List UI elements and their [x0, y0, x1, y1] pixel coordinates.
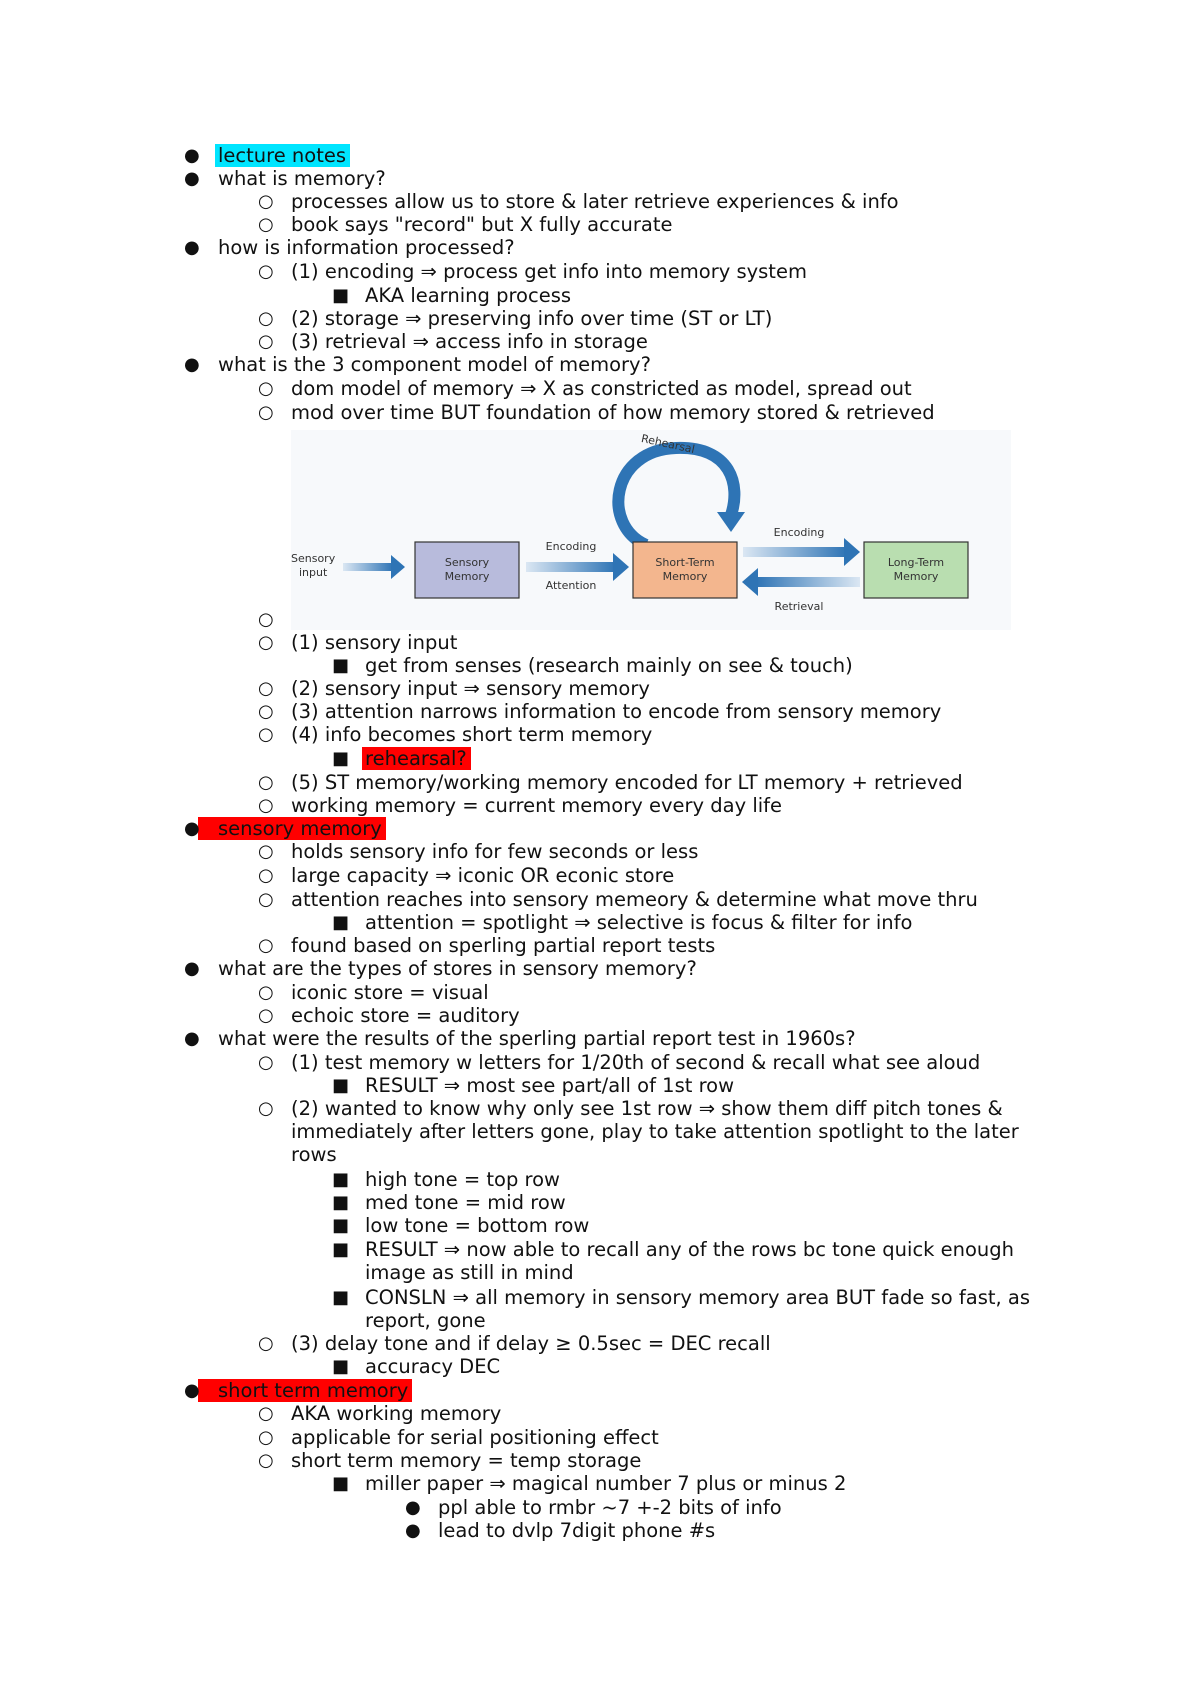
list-text: applicable for serial positioning effect: [291, 1426, 659, 1449]
retrieval-arrow: [756, 577, 860, 587]
retrieval-label: Retrieval: [774, 600, 824, 613]
list-text: (1) sensory input: [291, 631, 458, 654]
highlighted-heading: sensory memory: [198, 817, 386, 840]
list-item: [258, 213, 673, 236]
circle-bullet-icon: ○: [258, 701, 274, 722]
list-item: [184, 957, 697, 980]
memory-model-figure: [291, 430, 1011, 630]
circle-bullet-icon: ○: [258, 214, 274, 235]
list-text: (2) wanted to know why only see 1st row ⇒ show them diff pitch tones & immediately after letters gone, play to take attention spotlight to the later rows: [291, 1097, 1019, 1166]
list-text: (1) encoding ⇒ process get info into memory system: [291, 260, 807, 283]
circle-bullet-icon: ○: [258, 1450, 274, 1471]
list-text: what are the types of stores in sensory memory?: [218, 957, 697, 980]
list-item: [258, 771, 963, 794]
list-item: [332, 1238, 1060, 1284]
list-text: get from senses (research mainly on see & touch): [365, 654, 853, 677]
memory-model-diagram: [291, 430, 1011, 630]
list-item: [258, 888, 978, 911]
circle-bullet-icon: ○: [258, 865, 274, 886]
list-item: [258, 377, 912, 400]
square-bullet-icon: ■: [332, 285, 350, 306]
list-item: [332, 1074, 735, 1097]
list-text: CONSLN ⇒ all memory in sensory memory area BUT fade so fast, as report, gone: [365, 1286, 1031, 1332]
sensory-memory-label-1: Sensory: [444, 556, 490, 569]
list-item: [332, 1168, 560, 1191]
circle-bullet-icon: ○: [258, 402, 274, 423]
list-text: holds sensory info for few seconds or less: [291, 840, 699, 863]
list-text: (3) attention narrows information to encode from sensory memory: [291, 700, 942, 723]
list-item: [258, 723, 653, 746]
list-item: [258, 401, 935, 424]
circle-bullet-icon: ○: [258, 1427, 274, 1448]
circle-bullet-icon: ○: [258, 308, 274, 329]
circle-bullet-icon: ○: [258, 724, 274, 745]
circle-bullet-icon: ○: [258, 331, 274, 352]
list-text: large capacity ⇒ iconic OR econic store: [291, 864, 675, 887]
ltm-encoding-arrowhead: [844, 538, 860, 566]
list-item: [258, 981, 489, 1004]
square-bullet-icon: ■: [332, 748, 350, 769]
circle-bullet-icon: ○: [258, 632, 274, 653]
stm-label-2: Memory: [662, 570, 708, 583]
circle-bullet-icon: ○: [258, 889, 274, 910]
list-text: (1) test memory w letters for 1/20th of second & recall what see aloud: [291, 1051, 981, 1074]
stm-label-1: Short-Term: [655, 556, 715, 569]
list-item: [332, 1214, 590, 1237]
circle-bullet-icon: ○: [258, 261, 274, 282]
encoding-arrowhead: [613, 553, 629, 581]
square-bullet-icon: ■: [332, 1356, 350, 1377]
bullet-icon: ●: [184, 354, 200, 375]
list-text: AKA learning process: [365, 284, 572, 307]
list-text: how is information processed?: [218, 236, 515, 259]
list-text: working memory = current memory every day life: [291, 794, 783, 817]
ltm-label-2: Memory: [893, 570, 939, 583]
list-text: (3) delay tone and if delay ≥ 0.5sec = DEC recall: [291, 1332, 771, 1355]
square-bullet-icon: ■: [332, 1215, 350, 1236]
square-bullet-icon: ■: [332, 1239, 350, 1260]
list-item: [332, 747, 471, 770]
list-text: (3) retrieval ⇒ access info in storage: [291, 330, 648, 353]
list-item: [184, 167, 386, 190]
rehearsal-arrowhead: [717, 512, 745, 532]
list-item: [332, 1472, 847, 1495]
encoding-arrow: [526, 562, 616, 572]
circle-bullet-icon: ○: [258, 1333, 274, 1354]
bullet-icon: ●: [184, 818, 200, 839]
list-text: echoic store = auditory: [291, 1004, 520, 1027]
bullet-icon: ●: [405, 1497, 421, 1518]
bullet-icon: ●: [405, 1520, 421, 1541]
encoding-label-2: Encoding: [773, 526, 825, 539]
list-item: [258, 190, 899, 213]
circle-bullet-icon: ○: [258, 191, 274, 212]
encoding-label-1: Encoding: [545, 540, 597, 553]
sensory-memory-label-2: Memory: [444, 570, 490, 583]
list-item: [405, 1496, 782, 1519]
list-item: [258, 1402, 502, 1425]
square-bullet-icon: ■: [332, 1287, 350, 1308]
list-item: [258, 1332, 771, 1355]
list-item: [184, 144, 350, 167]
list-item: [184, 1379, 412, 1402]
bullet-icon: ●: [184, 1028, 200, 1049]
circle-bullet-icon: ○: [258, 795, 274, 816]
list-text: what were the results of the sperling partial report test in 1960s?: [218, 1027, 856, 1050]
sensory-input-label-1: Sensory: [291, 552, 336, 565]
list-text: book says "record" but X fully accurate: [291, 213, 673, 236]
square-bullet-icon: ■: [332, 1192, 350, 1213]
list-text: med tone = mid row: [365, 1191, 566, 1214]
list-text: (4) info becomes short term memory: [291, 723, 653, 746]
list-text: found based on sperling partial report tests: [291, 934, 716, 957]
list-text: attention reaches into sensory memeory & determine what move thru: [291, 888, 978, 911]
list-item: [258, 1004, 520, 1027]
circle-bullet-icon: ○: [258, 1403, 274, 1424]
highlighted-heading: lecture notes: [215, 144, 350, 167]
list-text: mod over time BUT foundation of how memory stored & retrieved: [291, 401, 935, 424]
list-item: [184, 236, 515, 259]
list-text: ppl able to rmbr ~7 +-2 bits of info: [438, 1496, 782, 1519]
list-text: accuracy DEC: [365, 1355, 501, 1378]
list-item: [405, 1519, 716, 1542]
sensory-input-label-2: input: [299, 566, 328, 579]
list-item: [332, 1286, 1065, 1332]
square-bullet-icon: ■: [332, 1075, 350, 1096]
list-item: [258, 1426, 659, 1449]
list-item: [184, 353, 651, 376]
circle-bullet-icon: ○: [258, 982, 274, 1003]
circle-bullet-icon: ○: [258, 1005, 274, 1026]
circle-bullet-icon: ○: [258, 772, 274, 793]
list-item: [258, 260, 807, 283]
bullet-icon: ●: [184, 237, 200, 258]
circle-bullet-icon: ○: [258, 609, 274, 630]
list-item: [258, 700, 942, 723]
square-bullet-icon: ■: [332, 1473, 350, 1494]
square-bullet-icon: ■: [332, 1169, 350, 1190]
list-item: [258, 934, 716, 957]
list-text: RESULT ⇒ now able to recall any of the rows bc tone quick enough image as still in mind: [365, 1238, 1015, 1284]
circle-bullet-icon: ○: [258, 1052, 274, 1073]
input-arrowhead: [391, 555, 405, 579]
circle-bullet-icon: ○: [258, 841, 274, 862]
list-text: low tone = bottom row: [365, 1214, 590, 1237]
list-item: [332, 911, 913, 934]
highlighted-heading: short term memory: [198, 1379, 412, 1402]
list-text: high tone = top row: [365, 1168, 560, 1191]
list-text: attention = spotlight ⇒ selective is focus & filter for info: [365, 911, 913, 934]
bullet-icon: ●: [184, 145, 200, 166]
highlighted-text: rehearsal?: [362, 747, 471, 770]
bullet-icon: ●: [184, 958, 200, 979]
list-text: (5) ST memory/working memory encoded for LT memory + retrieved: [291, 771, 963, 794]
list-text: (2) storage ⇒ preserving info over time (ST or LT): [291, 307, 773, 330]
list-text: dom model of memory ⇒ X as constricted as model, spread out: [291, 377, 912, 400]
square-bullet-icon: ■: [332, 655, 350, 676]
square-bullet-icon: ■: [332, 912, 350, 933]
attention-label: Attention: [545, 579, 597, 592]
bullet-icon: ●: [184, 1380, 200, 1401]
list-item: [332, 1355, 501, 1378]
list-item: [258, 864, 675, 887]
list-text: short term memory = temp storage: [291, 1449, 642, 1472]
list-item: [258, 307, 773, 330]
ltm-label-1: Long-Term: [887, 556, 945, 569]
list-text: (2) sensory input ⇒ sensory memory: [291, 677, 650, 700]
rehearsal-label: Rehearsal: [639, 431, 696, 457]
list-item: [258, 794, 783, 817]
list-item: [332, 654, 853, 677]
bullet-icon: ●: [184, 168, 200, 189]
list-item: [184, 1027, 856, 1050]
list-item: [258, 1449, 642, 1472]
list-text: miller paper ⇒ magical number 7 plus or minus 2: [365, 1472, 847, 1495]
ltm-encoding-arrow: [743, 547, 847, 557]
input-arrow: [343, 563, 393, 571]
list-text: AKA working memory: [291, 1402, 502, 1425]
circle-bullet-icon: ○: [258, 678, 274, 699]
list-item: [258, 1097, 1051, 1166]
list-item: [258, 677, 650, 700]
list-item: [332, 1191, 566, 1214]
list-item: [258, 330, 648, 353]
list-item: [184, 817, 386, 840]
retrieval-arrowhead: [742, 568, 758, 596]
circle-bullet-icon: ○: [258, 378, 274, 399]
list-text: what is the 3 component model of memory?: [218, 353, 651, 376]
list-text: lead to dvlp 7digit phone #s: [438, 1519, 716, 1542]
list-text: processes allow us to store & later retrieve experiences & info: [291, 190, 899, 213]
list-item: [332, 284, 572, 307]
list-item: [258, 631, 458, 654]
list-item: [258, 840, 699, 863]
list-text: iconic store = visual: [291, 981, 489, 1004]
circle-bullet-icon: ○: [258, 935, 274, 956]
list-item: [258, 1051, 981, 1074]
list-text: what is memory?: [218, 167, 386, 190]
circle-bullet-icon: ○: [258, 1098, 274, 1119]
rehearsal-loop-arrow: [618, 448, 734, 545]
list-text: RESULT ⇒ most see part/all of 1st row: [365, 1074, 735, 1097]
